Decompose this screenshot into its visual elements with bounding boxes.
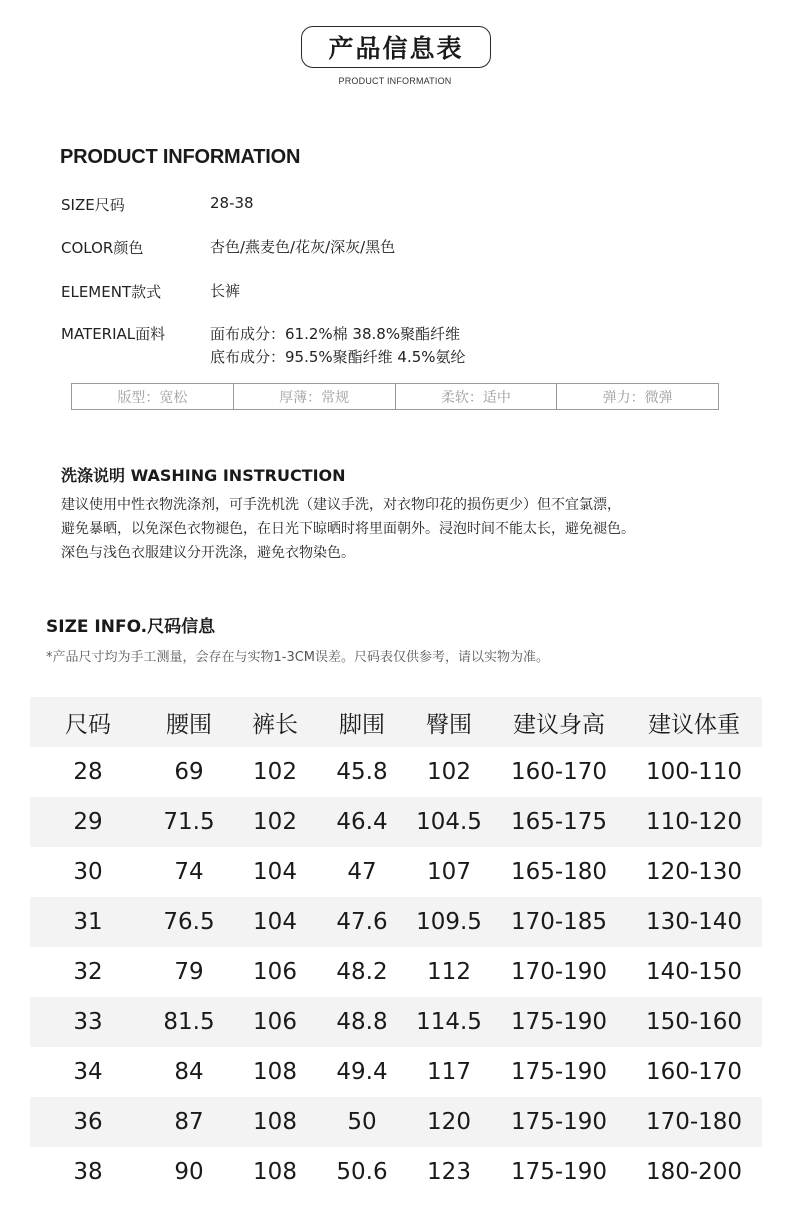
table-cell: 165-180: [510, 859, 608, 885]
size-table-body: [30, 747, 762, 1197]
column-header: 建议体重: [648, 711, 740, 738]
table-cell: 102: [427, 759, 471, 785]
table-cell: 140-150: [645, 959, 743, 985]
table-cell: 48.2: [336, 959, 388, 985]
size-info-note: *产品尺寸均为手工测量，会存在与实物1-3CM误差。尺码表仅供参考，请以实物为准。: [46, 650, 550, 665]
table-cell: 76.5: [163, 909, 215, 935]
table-row: [30, 897, 762, 947]
table-cell: 84: [174, 1059, 204, 1085]
table-cell: 81.5: [163, 1009, 215, 1035]
table-cell: 175-190: [510, 1009, 608, 1035]
table-cell: 170-180: [645, 1109, 743, 1135]
table-cell: 74: [174, 859, 204, 885]
table-cell: 123: [427, 1159, 471, 1185]
washing-line-1: 建议使用中性衣物洗涤剂，可手洗机洗（建议手洗，对衣物印花的损伤更少）但不宜氯漂，: [61, 497, 621, 513]
table-cell: 48.8: [336, 1009, 388, 1035]
table-cell: 34: [73, 1059, 103, 1085]
table-cell: 45.8: [336, 759, 388, 785]
table-cell: 110-120: [645, 809, 743, 835]
table-cell: 170-190: [510, 959, 608, 985]
table-cell: 130-140: [645, 909, 743, 935]
table-cell: 180-200: [645, 1159, 743, 1185]
table-cell: 38: [73, 1159, 103, 1185]
attribute-fit: 版型：宽松: [72, 384, 234, 409]
material-value: [210, 323, 466, 369]
table-cell: 28: [73, 759, 103, 785]
table-cell: 160-170: [645, 1059, 743, 1085]
table-row: [30, 997, 762, 1047]
table-cell: 36: [73, 1109, 103, 1135]
table-cell: 47.6: [336, 909, 388, 935]
column-header: 腰围: [166, 711, 212, 738]
table-cell: 87: [174, 1109, 204, 1135]
table-cell: 160-170: [510, 759, 608, 785]
table-cell: 50.6: [336, 1159, 388, 1185]
attribute-softness: 柔软：适中: [396, 384, 558, 409]
element-value: 长裤: [210, 282, 241, 300]
page-title-box: [301, 26, 491, 68]
column-header: 建议身高: [513, 711, 605, 738]
table-cell: 31: [73, 909, 103, 935]
size-info-heading: SIZE INFO.尺码信息: [46, 617, 216, 637]
material-label: MATERIAL面料: [61, 325, 166, 343]
attribute-table: [71, 383, 719, 410]
table-cell: 108: [253, 1159, 297, 1185]
table-cell: 120: [427, 1109, 471, 1135]
size-table-header: [30, 697, 762, 747]
material-line-1: 面布成分：61.2%棉 38.8%聚酯纤维: [210, 325, 461, 343]
table-row: [30, 1097, 762, 1147]
color-value: 杏色/燕麦色/花灰/深灰/黑色: [210, 238, 396, 256]
washing-line-2: 避免暴晒，以免深色衣物褪色，在日光下晾晒时将里面朝外。浸泡时间不能太长，避免褪色。: [61, 521, 635, 537]
table-cell: 46.4: [336, 809, 388, 835]
table-row: [30, 1047, 762, 1097]
table-cell: 69: [174, 759, 204, 785]
table-cell: 112: [427, 959, 471, 985]
column-header: 裤长: [252, 711, 298, 738]
table-row: [30, 847, 762, 897]
table-cell: 100-110: [645, 759, 743, 785]
table-row: [30, 947, 762, 997]
table-cell: 106: [253, 959, 297, 985]
table-cell: 50: [347, 1109, 377, 1135]
table-cell: 49.4: [336, 1059, 388, 1085]
color-label: COLOR颜色: [61, 239, 144, 257]
table-cell: 117: [427, 1059, 471, 1085]
size-table: [30, 697, 762, 1197]
table-cell: 33: [73, 1009, 103, 1035]
table-cell: 175-190: [510, 1059, 608, 1085]
table-cell: 102: [253, 809, 297, 835]
table-cell: 107: [427, 859, 471, 885]
product-info-heading: PRODUCT INFORMATION: [60, 146, 301, 168]
washing-line-3: 深色与浅色衣服建议分开洗涤，避免衣物染色。: [61, 545, 355, 561]
table-cell: 104: [253, 909, 297, 935]
table-cell: 175-190: [510, 1109, 608, 1135]
table-cell: 47: [347, 859, 377, 885]
table-cell: 71.5: [163, 809, 215, 835]
size-value: 28-38: [210, 194, 254, 212]
page-subtitle: PRODUCT INFORMATION: [338, 76, 452, 86]
material-line-2: 底布成分：95.5%聚酯纤维 4.5%氨纶: [210, 348, 466, 366]
table-cell: 114.5: [416, 1009, 482, 1035]
table-cell: 108: [253, 1059, 297, 1085]
table-cell: 150-160: [645, 1009, 743, 1035]
column-header: 臀围: [426, 711, 472, 738]
table-cell: 104.5: [416, 809, 482, 835]
column-header: 脚围: [339, 711, 385, 738]
table-cell: 175-190: [510, 1159, 608, 1185]
size-label: SIZE尺码: [61, 196, 125, 214]
attribute-thickness: 厚薄：常规: [234, 384, 396, 409]
table-cell: 109.5: [416, 909, 482, 935]
table-cell: 165-175: [510, 809, 608, 835]
washing-instructions: [61, 493, 741, 565]
table-cell: 104: [253, 859, 297, 885]
table-cell: 29: [73, 809, 103, 835]
washing-heading: 洗涤说明 WASHING INSTRUCTION: [61, 466, 346, 485]
page-title: 产品信息表: [328, 34, 464, 63]
table-cell: 102: [253, 759, 297, 785]
element-label: ELEMENT款式: [61, 283, 162, 301]
table-row: [30, 797, 762, 847]
table-row: [30, 747, 762, 797]
table-cell: 32: [73, 959, 103, 985]
table-cell: 30: [73, 859, 103, 885]
attribute-stretch: 弹力：微弹: [602, 389, 673, 406]
column-header: 尺码: [65, 711, 111, 738]
table-cell: 90: [174, 1159, 204, 1185]
table-cell: 106: [253, 1009, 297, 1035]
table-cell: 108: [253, 1109, 297, 1135]
table-row: [30, 1147, 762, 1197]
table-cell: 79: [174, 959, 204, 985]
table-cell: 120-130: [645, 859, 743, 885]
table-cell: 170-185: [510, 909, 608, 935]
